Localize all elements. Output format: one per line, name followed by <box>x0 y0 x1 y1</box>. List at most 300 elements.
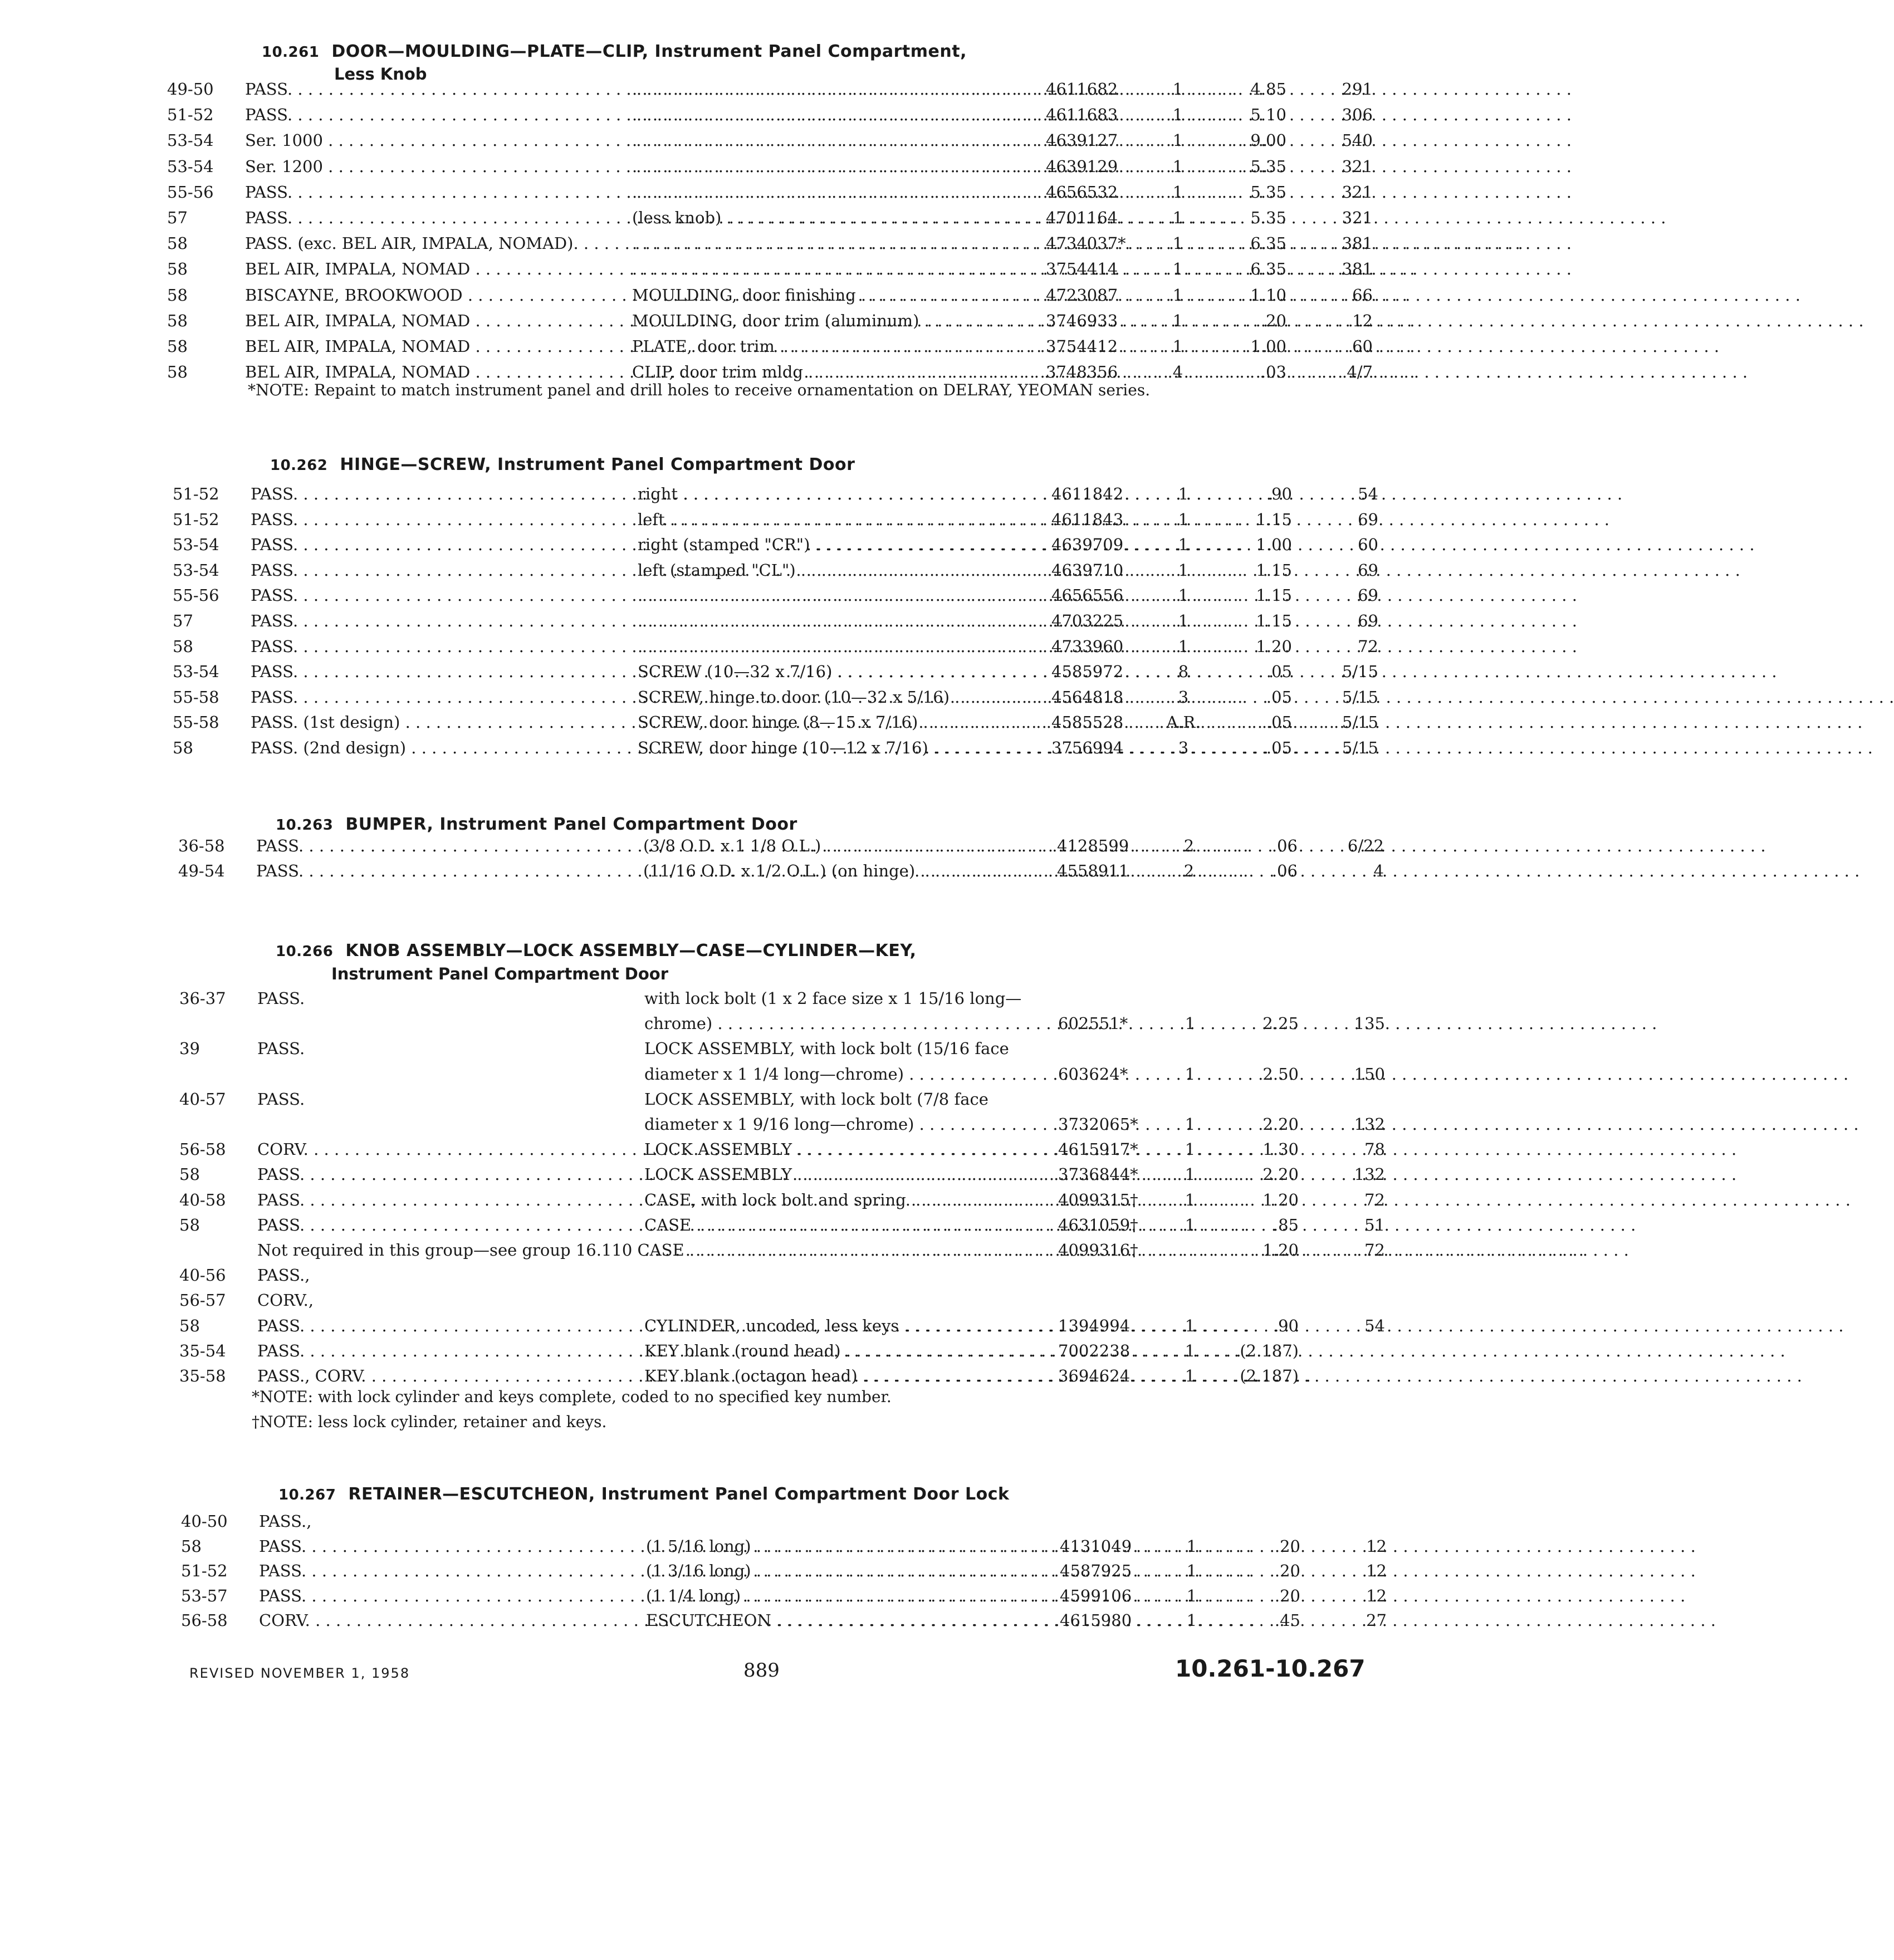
price-code: 27 <box>1366 1611 1387 1630</box>
quantity: 1 <box>1172 337 1183 356</box>
model-name: PASS. . . . <box>257 1216 619 1234</box>
model-name: Ser. 1000 . . . <box>245 131 607 150</box>
quantity: 1 <box>1178 509 1189 529</box>
model-name: CORV. . . . <box>257 1140 619 1159</box>
part-number: 4099316† <box>1058 1241 1138 1260</box>
list-price: 2.50 <box>1262 1064 1299 1084</box>
section-title: BUMPER, Instrument Panel Compartment Door <box>345 815 797 834</box>
list-price: 6.35 <box>1250 259 1286 279</box>
part-number: 4639127 <box>1046 131 1118 150</box>
model-name: PASS. . . . <box>257 1341 619 1360</box>
model-name: PASS. <box>257 1039 305 1059</box>
part-number: 4615980 <box>1060 1611 1132 1630</box>
part-number: 3732065* <box>1058 1115 1138 1134</box>
model-name: PASS. <box>257 1089 305 1109</box>
quantity: 1 <box>1185 1190 1196 1209</box>
part-number: 4656532 <box>1046 182 1118 202</box>
price-code: 5/15 <box>1342 713 1378 732</box>
part-number: 4639129 <box>1046 156 1118 176</box>
part-number: 3754414 <box>1046 259 1118 279</box>
parts-row <box>0 259 1408 285</box>
model-year: 56-57 <box>179 1291 226 1310</box>
quantity: 1 <box>1172 156 1183 176</box>
part-number: 4585972 <box>1051 662 1124 682</box>
leader-dots <box>638 586 1044 605</box>
price-code: 69 <box>1358 560 1378 580</box>
model-name: PASS. . . . <box>257 1190 619 1209</box>
quantity: 1 <box>1185 1341 1196 1360</box>
list-price: .03 <box>1260 362 1286 382</box>
model-name: BISCAYNE, BROOKWOOD . . . <box>245 286 607 305</box>
part-number: 3746933 <box>1046 311 1118 330</box>
list-price: .20 <box>1260 311 1286 330</box>
list-price: 1.00 <box>1250 337 1286 356</box>
part-number: 4564818 <box>1051 687 1124 707</box>
parts-row <box>14 1561 1422 1587</box>
model-year: 58 <box>167 234 188 253</box>
quantity: 3 <box>1178 738 1189 757</box>
parts-row <box>0 157 1408 183</box>
model-year: 40-56 <box>179 1266 226 1285</box>
price-code: 12 <box>1366 1586 1387 1605</box>
part-description: (1 3/16 long) . . . <box>646 1561 1053 1580</box>
price-code: 69 <box>1358 611 1378 630</box>
list-price: 1.00 <box>1256 535 1292 555</box>
quantity: 1 <box>1186 1611 1197 1630</box>
part-number: 4558911 <box>1057 861 1129 880</box>
model-year: 55-56 <box>173 586 219 605</box>
price-code: 4/7 <box>1347 362 1373 382</box>
section-note: *NOTE: with lock cylinder and keys complete, coded to no specified key number. <box>252 1388 892 1406</box>
part-description: LOCK ASSEMBLY, with lock bolt (7/8 face <box>644 1089 988 1109</box>
leader-dots <box>632 157 1039 176</box>
parts-row <box>0 105 1408 131</box>
price-code: 60 <box>1352 337 1373 356</box>
model-name: PASS. . . . <box>251 688 613 707</box>
parts-row <box>0 208 1408 234</box>
part-number: 4599106 <box>1060 1586 1132 1605</box>
quantity: 1 <box>1172 80 1183 99</box>
part-number: 3754412 <box>1046 337 1118 356</box>
parts-row <box>6 688 1413 713</box>
list-price: .06 <box>1271 836 1298 855</box>
price-code: 291 <box>1342 80 1373 99</box>
price-code: 381 <box>1342 259 1373 279</box>
price-code: 321 <box>1342 208 1373 227</box>
list-price: .20 <box>1274 1536 1300 1556</box>
price-code: 132 <box>1354 1115 1385 1134</box>
quantity: 3 <box>1178 687 1189 707</box>
price-code: 69 <box>1358 509 1378 529</box>
parts-row <box>6 535 1413 561</box>
quantity: 1 <box>1178 560 1189 580</box>
price-code: 51 <box>1364 1215 1385 1234</box>
price-code: 6/22 <box>1347 836 1384 855</box>
quantity: 1 <box>1178 484 1189 503</box>
revised-date: REVISED NOVEMBER 1, 1958 <box>189 1665 410 1681</box>
section-title: KNOB ASSEMBLY—LOCK ASSEMBLY—CASE—CYLINDER—KEY, <box>345 941 917 961</box>
part-description: (3/8 O.D. x 1 1/8 O.L.) . . . <box>643 836 1050 855</box>
quantity: 1 <box>1185 1014 1196 1033</box>
part-description: CASE . . . <box>644 1216 1051 1234</box>
parts-row <box>12 1140 1420 1165</box>
leader-dots <box>644 1241 1051 1260</box>
model-name: Ser. 1200 . . . <box>245 157 607 176</box>
price-code: 12 <box>1366 1561 1387 1580</box>
list-price: 9.00 <box>1250 131 1286 150</box>
model-name: PASS. . . . <box>245 105 607 124</box>
model-name: BEL AIR, IMPALA, NOMAD . . . <box>245 311 607 330</box>
quantity: 2 <box>1183 861 1195 880</box>
section-number: 10.266 <box>276 943 334 960</box>
model-year: 58 <box>167 311 188 330</box>
price-code: 135 <box>1354 1014 1385 1033</box>
model-name: PASS. . . . <box>256 861 618 880</box>
parts-row <box>11 836 1419 862</box>
list-price: 2.20 <box>1262 1165 1299 1184</box>
part-description: MOULDING, door finishing . . . <box>632 286 1039 305</box>
list-price: .20 <box>1274 1561 1300 1580</box>
model-name: BEL AIR, IMPALA, NOMAD . . . <box>245 337 607 356</box>
part-description: (less knob) . . . <box>632 208 1039 227</box>
parts-row <box>0 286 1408 311</box>
model-name: PASS. . . . <box>259 1537 621 1556</box>
quantity: 1 <box>1172 311 1183 330</box>
model-year: 58 <box>167 337 188 356</box>
model-year: 58 <box>181 1536 202 1556</box>
part-number: 4099315† <box>1058 1190 1138 1209</box>
list-price: 1.15 <box>1256 509 1292 529</box>
part-number: 3694624 <box>1058 1366 1130 1385</box>
quantity: 1 <box>1185 1140 1196 1159</box>
model-year: 36-37 <box>179 989 226 1008</box>
quantity: 1 <box>1186 1536 1197 1556</box>
model-year: 58 <box>167 285 188 305</box>
list-price: 1.10 <box>1250 285 1286 305</box>
leader-dots <box>632 234 1039 253</box>
quantity: 1 <box>1185 1366 1196 1385</box>
quantity: 1 <box>1172 105 1183 125</box>
part-description: diameter x 1 9/16 long—chrome) . . . <box>644 1115 1051 1134</box>
model-year: 51-52 <box>181 1561 228 1580</box>
section-heading <box>278 1484 1009 1504</box>
parts-row <box>12 1090 1420 1115</box>
price-code: 5/15 <box>1342 687 1378 707</box>
parts-row <box>6 561 1413 586</box>
model-year: 51-52 <box>167 105 214 125</box>
price-code: 72 <box>1358 636 1378 656</box>
model-name: PASS. (exc. BEL AIR, IMPALA, NOMAD). . . . <box>245 234 607 253</box>
parts-row <box>6 510 1413 536</box>
list-price: .45 <box>1274 1611 1300 1630</box>
parts-row <box>12 1065 1420 1090</box>
part-description: ESCUTCHEON . . . <box>646 1611 1053 1630</box>
quantity: 8 <box>1178 662 1189 682</box>
model-name: PASS. . . . <box>251 611 613 630</box>
quantity: 1 <box>1185 1064 1196 1084</box>
list-price: 5.35 <box>1250 208 1286 227</box>
model-name: PASS. . . . <box>251 637 613 656</box>
price-code: 306 <box>1342 105 1373 125</box>
model-year: 56-58 <box>179 1140 226 1159</box>
model-name: PASS. (1st design) . . . <box>251 713 613 732</box>
part-number: 4611683 <box>1046 105 1118 125</box>
model-name: PASS. . . . <box>245 183 607 202</box>
part-number: 4631059† <box>1058 1215 1138 1234</box>
part-number: 4587925 <box>1060 1561 1132 1580</box>
parts-row <box>12 1115 1420 1140</box>
price-code: 72 <box>1364 1241 1385 1260</box>
section-heading <box>276 815 797 834</box>
section-number: 10.261 <box>262 44 320 61</box>
quantity: 4 <box>1172 362 1183 382</box>
leader-dots <box>632 183 1039 202</box>
price-code: 321 <box>1342 156 1373 176</box>
parts-row <box>6 484 1413 510</box>
model-year: 53-54 <box>167 156 214 176</box>
model-name: PASS. . . . <box>251 510 613 529</box>
parts-row <box>6 586 1413 611</box>
model-name: PASS. . . . <box>259 1561 621 1580</box>
list-price: .90 <box>1266 484 1292 503</box>
parts-row <box>0 183 1408 208</box>
parts-row <box>6 738 1413 764</box>
quantity: 1 <box>1178 636 1189 656</box>
model-year: 36-58 <box>178 836 225 855</box>
model-name: PASS. . . . <box>251 586 613 605</box>
quantity: 1 <box>1172 259 1183 279</box>
part-number: 3748356 <box>1046 362 1118 382</box>
quantity: 1 <box>1185 1316 1196 1335</box>
section-title: DOOR—MOULDING—PLATE—CLIP, Instrument Panel Compartment, <box>331 42 967 61</box>
list-price: 1.15 <box>1256 560 1292 580</box>
part-number: 4611842 <box>1051 484 1124 503</box>
list-price: 6.35 <box>1250 234 1286 253</box>
part-number: 7002238 <box>1058 1341 1130 1360</box>
model-name: PASS. . . . <box>259 1586 621 1605</box>
price-code: 321 <box>1342 182 1373 202</box>
parts-row <box>12 1165 1420 1190</box>
section-heading <box>276 941 917 961</box>
list-price: 4.85 <box>1250 80 1286 99</box>
section-heading <box>270 455 855 474</box>
quantity: 1 <box>1186 1561 1197 1580</box>
model-year: 58 <box>179 1215 200 1234</box>
quantity: 1 <box>1172 234 1183 253</box>
quantity: 1 <box>1172 131 1183 150</box>
model-year: 58 <box>173 636 193 656</box>
model-year: 51-52 <box>173 484 219 503</box>
list-price: 5.35 <box>1250 156 1286 176</box>
section-number: 10.262 <box>270 457 328 474</box>
quantity: 1 <box>1185 1165 1196 1184</box>
page-number: 889 <box>743 1659 780 1682</box>
list-price: (2.187) <box>1240 1366 1299 1385</box>
quantity: 1 <box>1185 1115 1196 1134</box>
model-year: 51-52 <box>173 509 219 529</box>
list-price: 1.30 <box>1262 1140 1299 1159</box>
model-year: 53-54 <box>167 131 214 150</box>
parts-row <box>6 662 1413 688</box>
price-code: 132 <box>1354 1165 1385 1184</box>
parts-row <box>0 80 1408 105</box>
model-year: 40-58 <box>179 1190 226 1209</box>
model-name: BEL AIR, IMPALA, NOMAD . . . <box>245 259 607 278</box>
parts-row <box>14 1611 1422 1636</box>
model-year: 35-58 <box>179 1366 226 1385</box>
model-year: 57 <box>173 611 193 630</box>
part-number: 4611843 <box>1051 509 1124 529</box>
model-year: 53-57 <box>181 1586 228 1605</box>
section-heading <box>262 42 967 61</box>
part-number: 4615917* <box>1058 1140 1138 1159</box>
part-description: left (stamped "CL") . . . <box>638 561 1044 580</box>
section-title-line2: Less Knob <box>334 65 427 84</box>
part-number: 4734037* <box>1046 234 1126 253</box>
price-code: 540 <box>1342 131 1373 150</box>
part-description: KEY blank (octagon head) . . . <box>644 1366 1051 1385</box>
model-year: 56-58 <box>181 1611 228 1630</box>
parts-row <box>12 1291 1420 1316</box>
leader-dots <box>632 131 1039 150</box>
model-year: 40-57 <box>179 1089 226 1109</box>
list-price: 5.35 <box>1250 182 1286 202</box>
part-description: SCREW, door hinge (8—15 x 7/16) . . . <box>638 713 1044 732</box>
model-year: 58 <box>167 362 188 382</box>
price-code: 69 <box>1358 586 1378 605</box>
list-price: 1.20 <box>1262 1241 1299 1260</box>
part-description: CYLINDER, uncoded, less keys . . . <box>644 1316 1051 1335</box>
part-number: 4639710 <box>1051 560 1124 580</box>
part-description: diameter x 1 1/4 long—chrome) . . . <box>644 1065 1051 1084</box>
model-name: PASS. . . . <box>245 80 607 99</box>
list-price: 1.20 <box>1256 636 1292 656</box>
part-description: KEY blank (round head) . . . <box>644 1341 1051 1360</box>
part-number: 4701164 <box>1046 208 1118 227</box>
list-price: 1.15 <box>1256 611 1292 630</box>
part-description: SCREW, door hinge (10—12 x 7/16) . . . <box>638 738 1044 757</box>
model-name: PASS., <box>259 1512 312 1531</box>
parts-row <box>0 311 1408 337</box>
part-number: 4585528 <box>1051 713 1124 732</box>
price-code: 72 <box>1364 1190 1385 1209</box>
section-note: *NOTE: Repaint to match instrument panel and drill holes to receive ornamentation on DELRAY, YEOMAN series. <box>248 381 1151 399</box>
price-code: 54 <box>1358 484 1378 503</box>
list-price: (2.187) <box>1240 1341 1299 1360</box>
quantity: 1 <box>1172 285 1183 305</box>
part-description: MOULDING, door trim (aluminum) . . . <box>632 311 1039 330</box>
price-code: 66 <box>1352 285 1373 305</box>
model-name: PASS. . . . <box>251 662 613 681</box>
model-year: 40-50 <box>181 1512 228 1531</box>
list-price: 1.15 <box>1256 586 1292 605</box>
parts-row <box>14 1512 1422 1537</box>
quantity: 1 <box>1178 586 1189 605</box>
model-year: 39 <box>179 1039 200 1059</box>
part-number: 4639709 <box>1051 535 1124 555</box>
quantity: 1 <box>1186 1586 1197 1605</box>
model-year: 55-58 <box>173 687 219 707</box>
part-description: with lock bolt (1 x 2 face size x 1 15/16 long— <box>644 989 1022 1008</box>
parts-row <box>12 1216 1420 1241</box>
price-code: 5/15 <box>1342 662 1378 682</box>
section-number: 10.263 <box>276 817 334 834</box>
price-code: 60 <box>1358 535 1378 555</box>
part-number: 4703225 <box>1051 611 1124 630</box>
part-description: PLATE, door trim . . . <box>632 337 1039 356</box>
model-name: PASS. (2nd design) . . . <box>251 738 613 757</box>
list-price: .05 <box>1266 662 1292 682</box>
parts-row <box>0 131 1408 156</box>
model-year: 58 <box>167 259 188 279</box>
parts-row <box>12 1266 1420 1291</box>
leader-dots <box>638 611 1044 630</box>
part-number: 1394994 <box>1058 1316 1130 1335</box>
price-code: 78 <box>1364 1140 1385 1159</box>
model-year: 53-54 <box>173 535 219 555</box>
parts-row <box>12 1316 1420 1342</box>
part-description: LOCK ASSEMBLY . . . <box>644 1140 1051 1159</box>
part-number: 4656556 <box>1051 586 1124 605</box>
parts-row <box>12 989 1420 1015</box>
part-description: CLIP, door trim mldg . . . <box>632 362 1039 381</box>
model-name: PASS. . . . <box>251 484 613 503</box>
part-description: LOCK ASSEMBLY, with lock bolt (15/16 face <box>644 1039 1009 1059</box>
part-number: 3736844* <box>1058 1165 1138 1184</box>
price-code: 54 <box>1364 1316 1385 1335</box>
part-description: (1 1/4 long) . . . <box>646 1586 1053 1605</box>
parts-row <box>14 1537 1422 1562</box>
parts-row <box>11 861 1419 887</box>
parts-row <box>12 1341 1420 1367</box>
leader-dots <box>632 259 1039 278</box>
price-code: 12 <box>1352 311 1373 330</box>
model-name: PASS. . . . <box>257 1165 619 1184</box>
parts-row <box>12 1014 1420 1040</box>
part-number: 602551* <box>1058 1014 1128 1033</box>
part-description: (11/16 O.D. x 1/2 O.L.) (on hinge) . . . <box>643 861 1050 880</box>
list-price: .05 <box>1266 713 1292 732</box>
part-description: SCREW (10—32 x 7/16) . . . <box>638 662 1044 681</box>
part-number: 4723087 <box>1046 285 1118 305</box>
model-name: PASS. . . . <box>256 836 618 855</box>
part-description: right . . . <box>638 484 1044 503</box>
model-name: CORV., <box>257 1291 314 1310</box>
section-note: †NOTE: less lock cylinder, retainer and keys. <box>252 1413 607 1431</box>
part-number: 603624* <box>1058 1064 1128 1084</box>
leader-dots <box>638 637 1044 656</box>
part-description: right (stamped "CR") . . . <box>638 535 1044 554</box>
model-year: 49-54 <box>178 861 225 880</box>
part-number: 4131049 <box>1060 1536 1132 1556</box>
part-number: 4611682 <box>1046 80 1118 99</box>
parts-row <box>0 337 1408 362</box>
quantity: 2 <box>1183 836 1195 855</box>
model-name: CORV. . . . <box>259 1611 621 1630</box>
part-description: left . . . <box>638 510 1044 529</box>
model-year: 53-54 <box>173 560 219 580</box>
model-name: PASS. . . . <box>251 561 613 580</box>
parts-row <box>12 1039 1420 1065</box>
part-description: CASE, with lock bolt and spring . . . <box>644 1190 1051 1209</box>
part-number: 4733960 <box>1051 636 1124 656</box>
group-range: 10.261-10.267 <box>1175 1655 1366 1682</box>
model-year: 57 <box>167 208 188 227</box>
list-price: .20 <box>1274 1586 1300 1605</box>
parts-row <box>6 611 1413 637</box>
model-year: 55-56 <box>167 182 214 202</box>
leader-dots <box>632 80 1039 99</box>
